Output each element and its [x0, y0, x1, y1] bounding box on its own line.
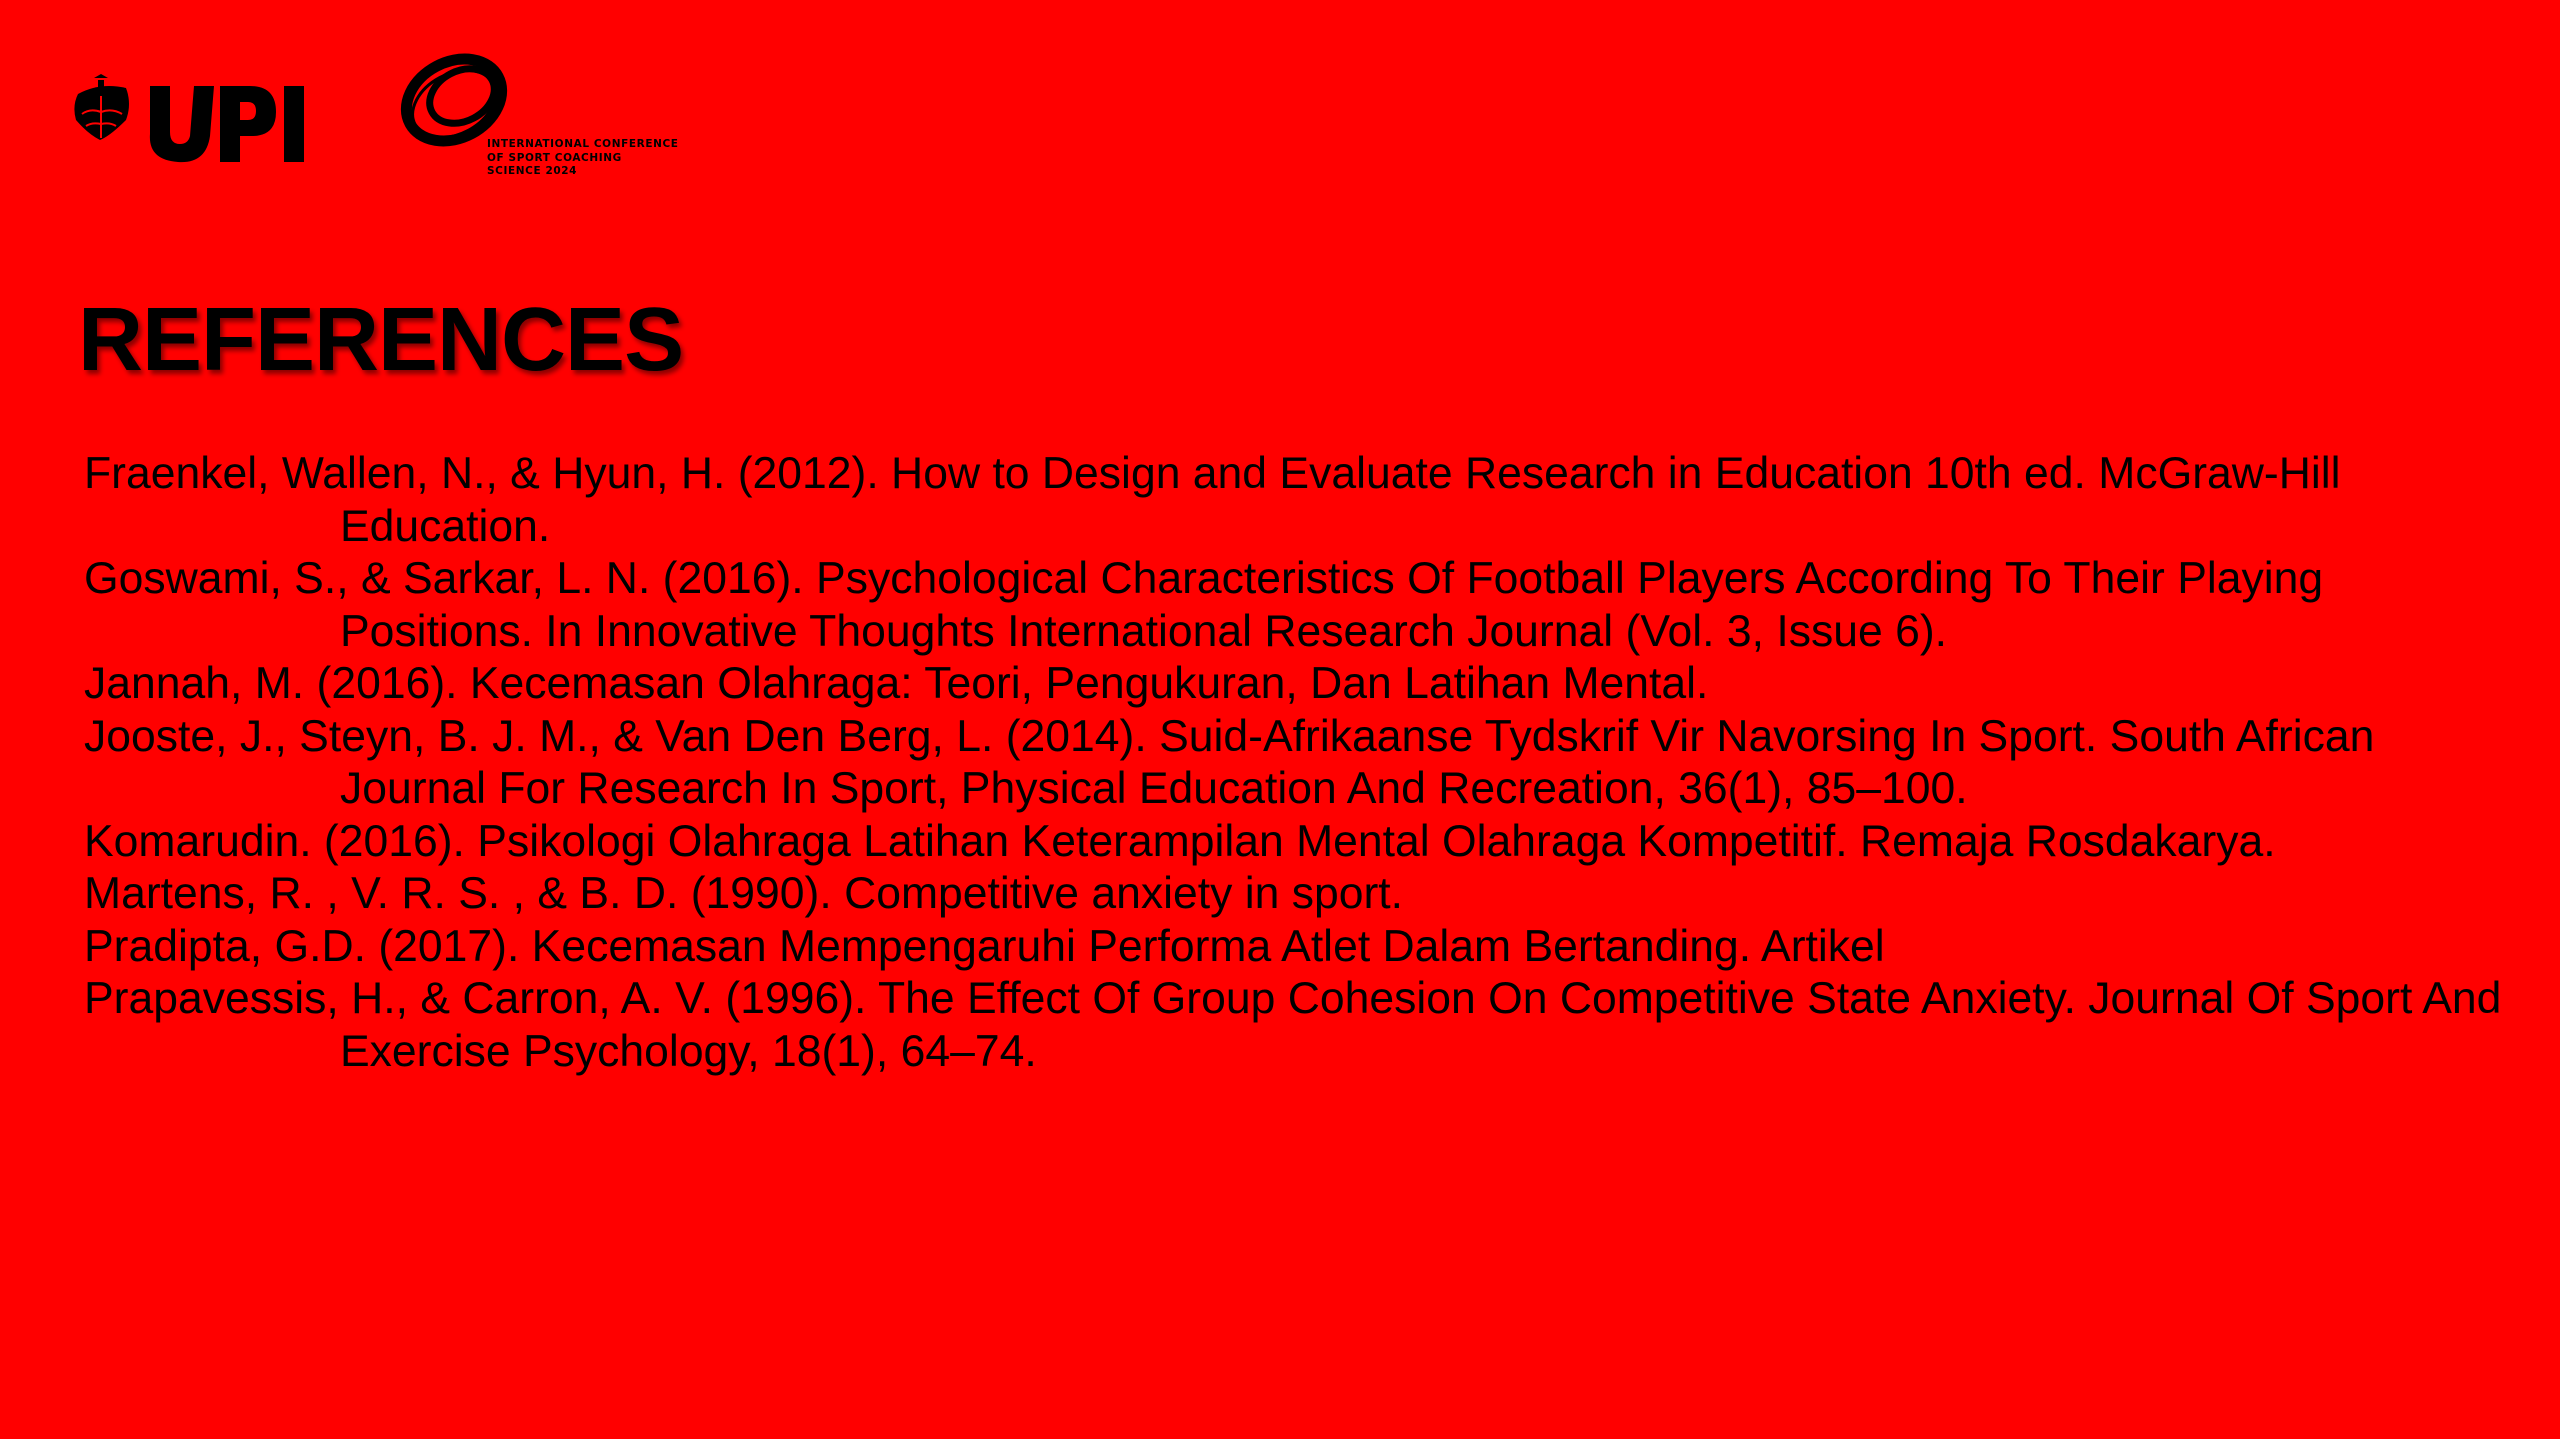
page-title: REFERENCES: [78, 290, 684, 390]
reference-text: Prapavessis, H., & Carron, A. V. (1996). The Effect Of Group Cohesion On Competitive State Anxiety. Journal: [84, 974, 2235, 1023]
reference-text: Martens, R. , V. R. S. , & B. D. (1990). Competitive anxiety in sport.: [84, 869, 1404, 918]
reference-text-continued: McGraw-Hill Education.: [340, 449, 2341, 551]
reference-text-continued: Playing Positions. In Innovative Thoughts International Research Journal (Vol. 3, Issue 6).: [340, 554, 2324, 656]
upi-emblem-icon: [70, 74, 306, 164]
reference-item: [84, 553, 2514, 658]
reference-text: Komarudin. (2016). Psikologi Olahraga Latihan Keterampilan Mental Olahraga Kompetitif. Remaja: [84, 816, 2014, 866]
reference-text-continued: Rosdakarya.: [2025, 816, 2276, 866]
reference-text: Jooste, J., Steyn, B. J. M., & Van Den Berg, L. (2014). Suid-Afrikaanse Tydskrif Vir Navorsing In Sport. South: [84, 711, 2226, 761]
reference-item: [84, 868, 2514, 921]
reference-text: Goswami, S., & Sarkar, L. N. (2016). Psychological Characteristics Of Football Players According To Their: [84, 554, 2165, 603]
reference-item: [84, 448, 2514, 553]
conference-name: INTERNATIONAL CONFERENCE OF SPORT COACHING SCIENCE 2024: [487, 138, 679, 177]
upi-logo: [70, 74, 306, 164]
references-list: [84, 448, 2514, 1078]
reference-text-continued: African Journal For Research In Sport, Physical Education And Recreation, 36(1), 85–100.: [340, 711, 2375, 813]
reference-text-continued: Of Sport And Exercise Psychology, 18(1), 64–74.: [340, 974, 2502, 1076]
reference-text: Pradipta, G.D. (2017). Kecemasan Mempengaruhi Performa Atlet Dalam Bertanding. Artikel: [84, 921, 1885, 971]
reference-item: [84, 921, 2514, 974]
reference-text: Fraenkel, Wallen, N., & Hyun, H. (2012). How to Design and Evaluate Research in Education 10th ed.: [84, 449, 2086, 498]
reference-item: [84, 711, 2514, 816]
reference-item: [84, 816, 2514, 869]
reference-text: Jannah, M. (2016). Kecemasan Olahraga: Teori, Pengukuran, Dan Latihan Mental.: [84, 659, 1709, 708]
conference-logo: [392, 50, 702, 190]
reference-item: [84, 658, 2514, 711]
reference-item: [84, 973, 2514, 1078]
